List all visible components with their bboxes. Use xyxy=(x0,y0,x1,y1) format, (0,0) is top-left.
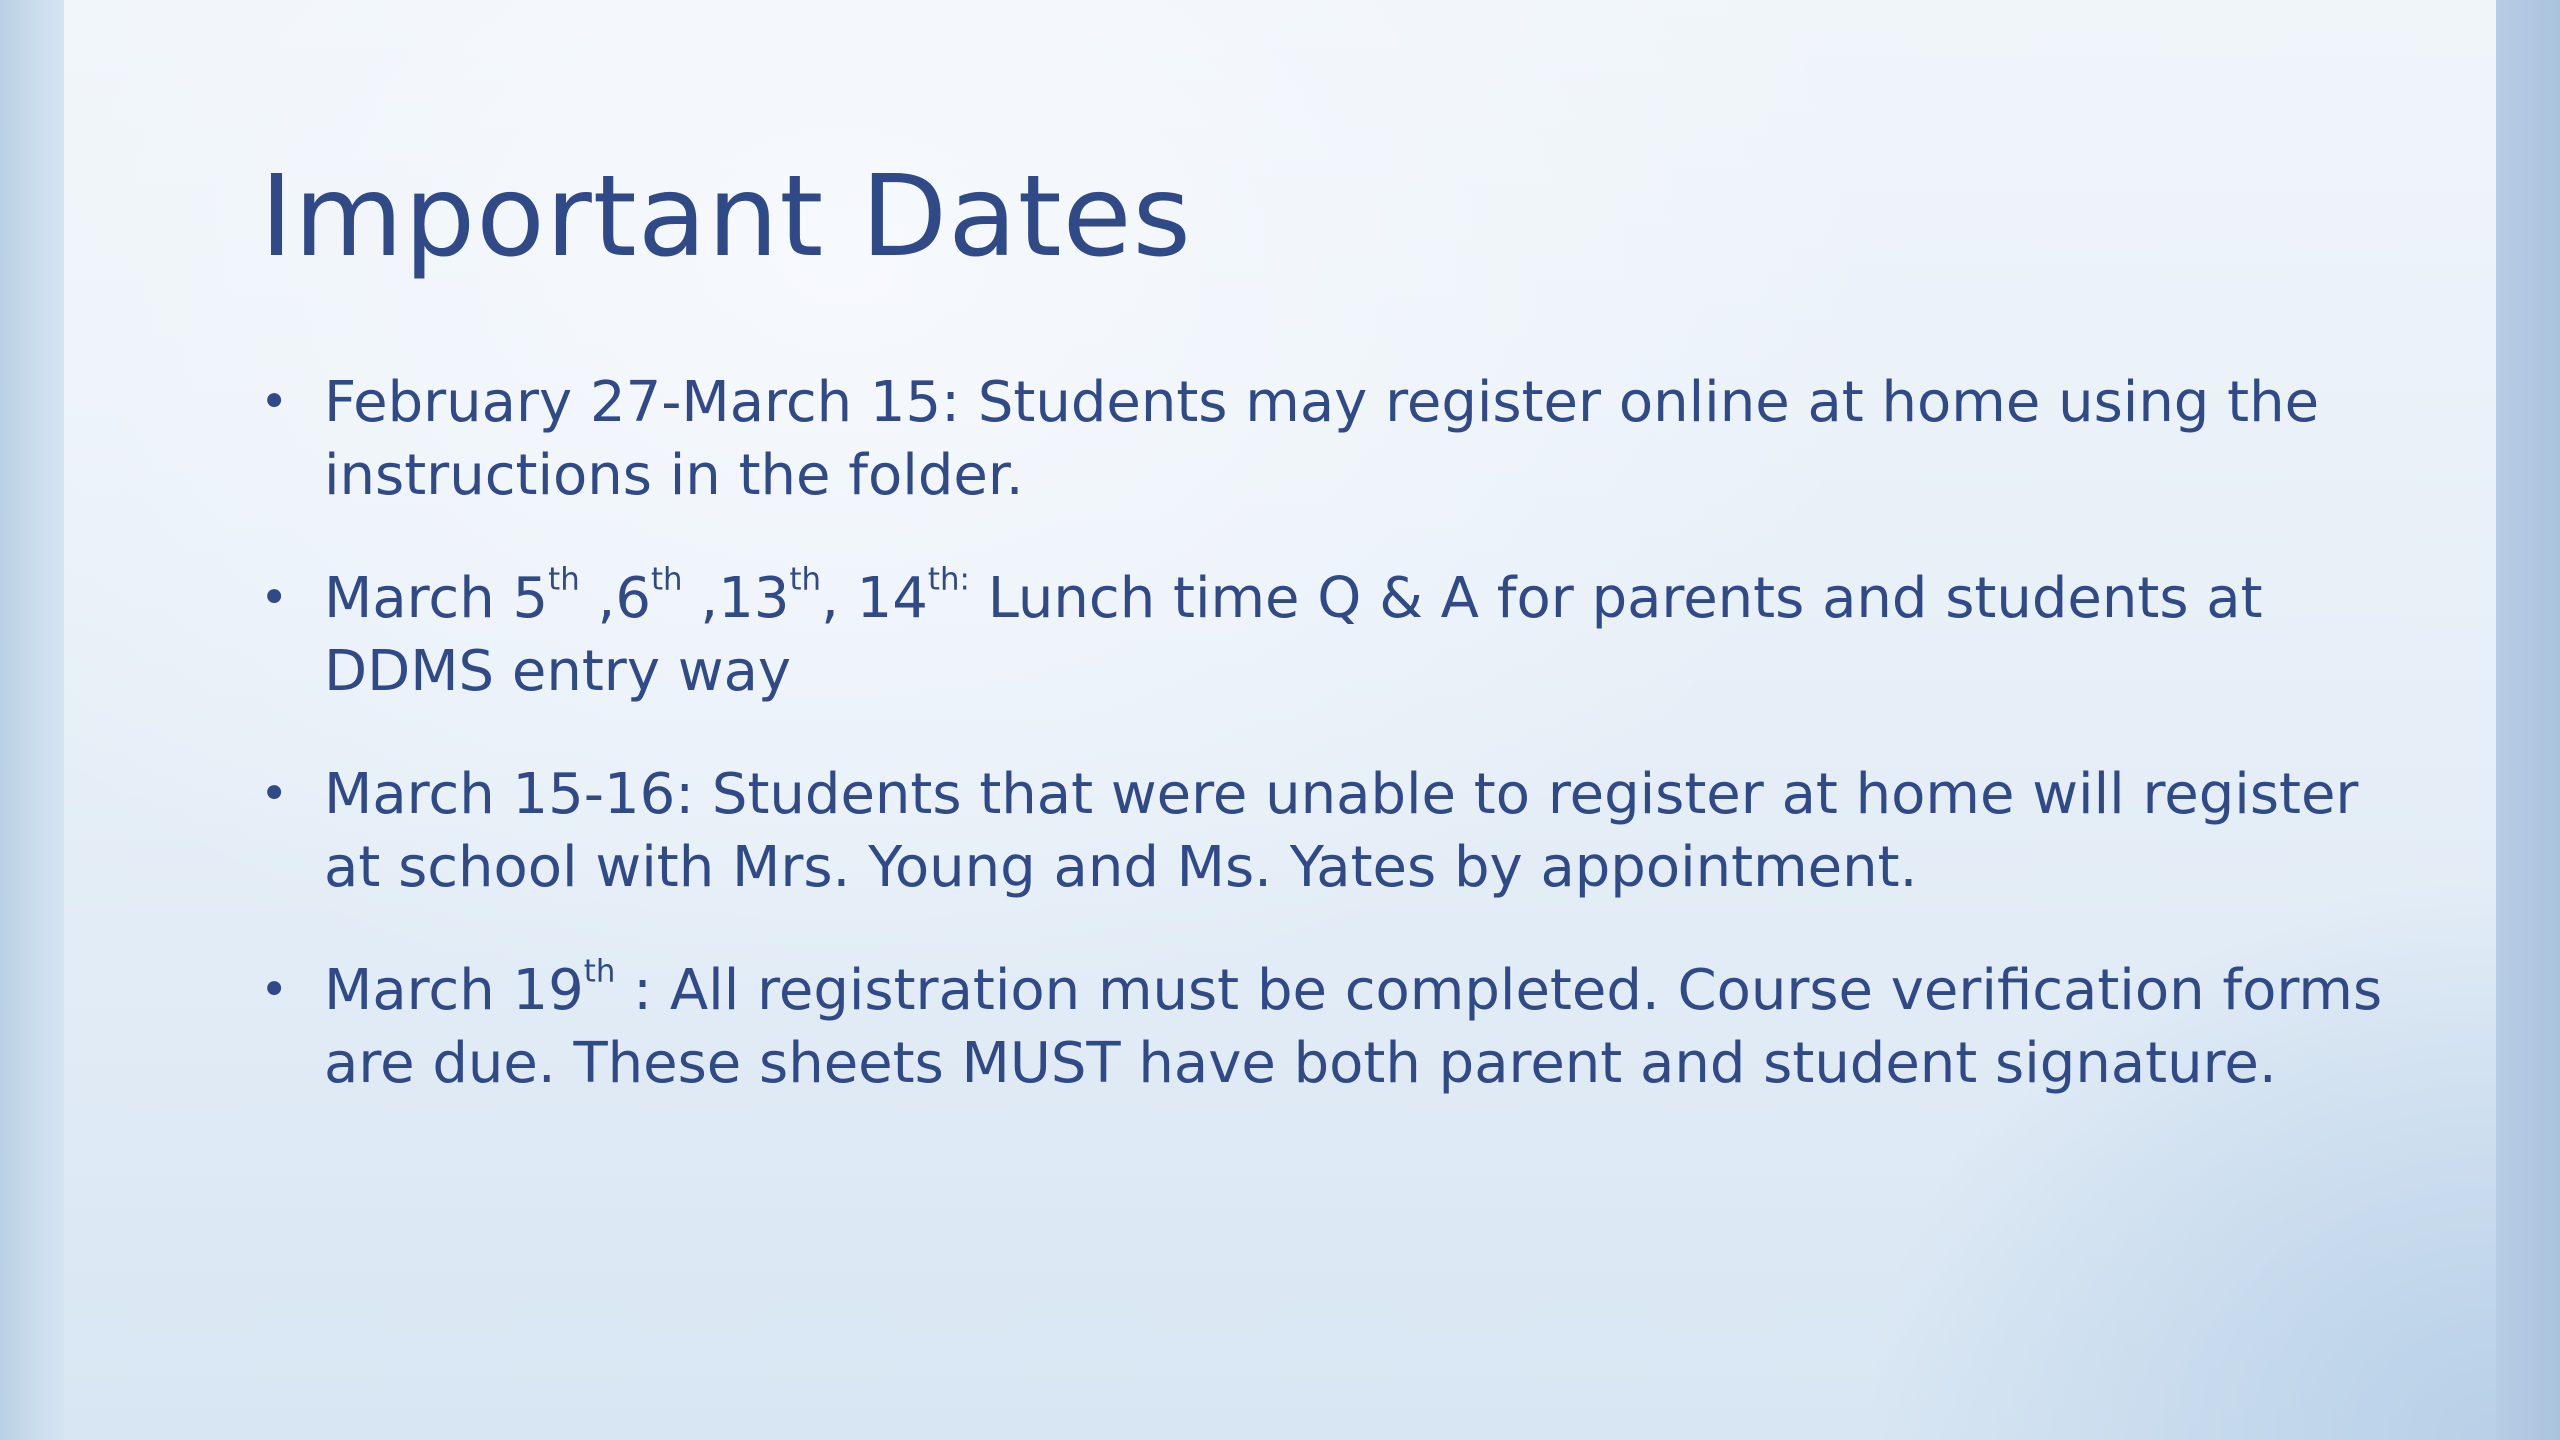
bullet-dot-icon: • xyxy=(260,570,289,626)
bullet-item-school-registration xyxy=(260,758,2410,904)
bullet-item-deadline xyxy=(260,954,2410,1100)
slide xyxy=(64,0,2496,1440)
bullet-dot-icon: • xyxy=(260,962,289,1018)
slide-edge xyxy=(2496,0,2560,1440)
bullet-dot-icon: • xyxy=(260,374,289,430)
bullet-list xyxy=(260,366,2410,1150)
slide-title: Important Dates xyxy=(260,152,1192,282)
bullet-text: March 15-16: Students that were unable to register at home will register at school with Mrs. Young and Ms. Yates by appointment. xyxy=(324,762,2359,900)
bullet-text: March 5th ,6th ,13th, $14^{th:}$ Lunch time Q & A for parents and students at DDMS entry way xyxy=(324,561,2263,704)
bullet-text: March 19th : All registration must be completed. Course verification forms are due. These sheets MUST have both parent and student signature. xyxy=(324,953,2383,1096)
bullet-item-lunch-qa xyxy=(260,562,2410,708)
bullet-dot-icon: • xyxy=(260,766,289,822)
bullet-text: February 27-March 15: Students may register online at home using the instructions in the folder. xyxy=(324,370,2320,508)
bullet-item-registration-window xyxy=(260,366,2410,512)
